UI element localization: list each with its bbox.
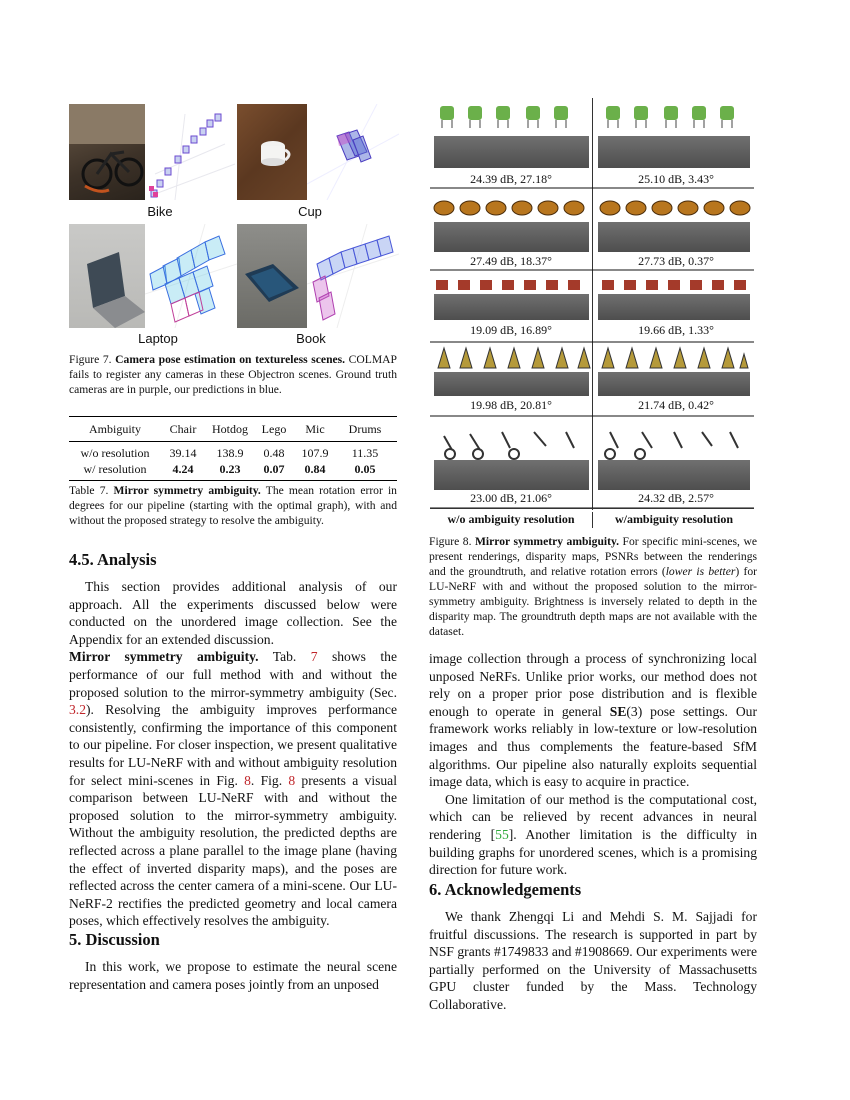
disparity-map: [598, 460, 750, 490]
disparity-map: [598, 136, 750, 168]
figure-7-label-cup: Cup: [298, 204, 322, 219]
para-2-title: Mirror symmetry ambiguity.: [69, 649, 259, 665]
section-5-para-1-right: [429, 650, 757, 791]
bike-photo: [69, 104, 145, 200]
disparity-map: [434, 294, 589, 320]
section-5-body-right: [429, 650, 757, 879]
figure-ref-link[interactable]: 8: [288, 772, 296, 788]
disparity-map: [434, 460, 589, 490]
table-row: [69, 442, 397, 461]
laptop-camera-plot: [145, 224, 237, 328]
citation-link[interactable]: 55: [495, 826, 509, 842]
table-header-ambiguity: Ambiguity: [88, 422, 141, 436]
cup-camera-plot: [307, 104, 399, 200]
fig8-col-right-label: w/ambiguity resolution: [614, 512, 734, 526]
para-2-text: presents a visual comparison between LU-NeRF with and without the proposed solution to the mirror-symmetry ambiguity. Without the ambiguity resolution, the predicted depths are reflected across a plane parallel to the image plane (having the effect of inverted disparity maps), and the poses are reflected across the center camera of a mini-scene. Our LU-NeRF-2 rectifies the predicted geometry and local camera poses, which effectively resolves the ambiguity.: [69, 772, 397, 929]
figure-8-caption-title: Mirror symmetry ambiguity.: [474, 535, 620, 548]
drums-renderings: [438, 348, 748, 368]
cup-photo: [237, 104, 307, 200]
para-2-text: shows the performance of our full method with and without the proposed solution to the mirror-symmetry ambiguity (Sec.: [69, 649, 397, 700]
section-ref-link[interactable]: 3.2: [69, 702, 86, 718]
figure-7-caption-prefix: Figure 7.: [69, 353, 112, 366]
figure-7-caption-title: Camera pose estimation on textureless scenes.: [115, 353, 346, 366]
se3-symbol: SE: [609, 703, 627, 719]
disparity-map: [598, 372, 750, 396]
section-5-body-left: [69, 958, 397, 993]
fig8-row3-right-metrics: 19.66 dB, 1.33°: [638, 323, 714, 337]
table-cell: 0.07: [263, 462, 285, 476]
section-4-5-para-1: This section provides additional analysis of our approach. All the experiments discussed below were conducted on the unordered image collection. See the Appendix for an extended discussion.: [69, 579, 397, 647]
table-cell: 107.9: [301, 446, 329, 460]
figure-8-caption: [429, 534, 757, 639]
table-cell: 0.23: [219, 462, 241, 476]
figure-8-caption-body: ) for LU-NeRF with and without the proposed solution to the mirror-symmetry ambiguity. Brightness is inversely related to depth in the disparity map. The groundtruth depth maps are not available with the dataset.: [429, 565, 757, 638]
table-row: [69, 461, 397, 480]
table-7: [69, 416, 397, 528]
section-5-para-1-left: In this work, we propose to estimate the neural scene representation and camera poses jointly from an unposed: [69, 959, 397, 992]
fig8-row2-left-metrics: 27.49 dB, 18.37°: [470, 254, 552, 268]
para-text: One limitation of our method is the computational cost, which can be relieved by recent advances in neural rendering [: [429, 791, 757, 842]
disparity-map: [598, 294, 750, 320]
figure-8-caption-prefix: Figure 8.: [429, 535, 472, 548]
table-cell: 4.24: [172, 462, 194, 476]
fig8-row1-right-metrics: 25.10 dB, 3.43°: [638, 172, 714, 186]
cup-drawing: [237, 104, 307, 200]
figure-8-footer-rule: [430, 508, 754, 509]
figure-8-panels: [430, 96, 754, 508]
section-6-heading: 6. Acknowledgements: [429, 880, 582, 899]
book-photo: [237, 224, 307, 328]
para-2-text: Tab.: [258, 649, 311, 665]
table-header-hotdog: Hotdog: [212, 422, 248, 436]
section-6-body: [429, 908, 757, 1014]
table-ref-link[interactable]: 7: [310, 649, 318, 665]
figure-ref-link[interactable]: 8: [244, 772, 251, 788]
section-6-para: We thank Zhengqi Li and Mehdi S. M. Sajjadi for fruitful discussions. The research is supported in part by NSF grants #1749833 and #1908669. Our experiments were partially performed on the University of Massachusetts GPU cluster funded by the Mass. Technology Collaborative.: [429, 909, 757, 1012]
figure-7-label-laptop: Laptop: [138, 331, 178, 346]
table-cell: 0.05: [354, 462, 376, 476]
table-header-row: [69, 417, 397, 441]
figure-7-label-bike: Bike: [147, 204, 173, 219]
figure-7-caption: [69, 352, 397, 397]
fig8-row5-left-metrics: 23.00 dB, 21.06°: [470, 491, 552, 505]
fig8-row3-left-metrics: 19.09 dB, 16.89°: [470, 323, 552, 337]
figure-7-label-book: Book: [296, 331, 326, 346]
figure-8-caption-italic: lower is better: [665, 565, 736, 578]
book-camera-plot: [307, 224, 399, 328]
table-7-caption-prefix: Table 7.: [69, 484, 109, 497]
chair-renderings: [440, 106, 734, 128]
laptop-drawing: [69, 224, 145, 328]
table-7-caption-title: Mirror symmetry ambiguity.: [113, 484, 261, 497]
table-cell: w/ resolution: [83, 462, 147, 476]
table-header-mic: Mic: [305, 422, 325, 436]
lego-renderings: [436, 280, 746, 290]
fig8-col-left-label: w/o ambiguity resolution: [447, 512, 575, 526]
para-2-text: ). Resolving the ambiguity improves performance consistently, confirming the importance of this component to our pipeline. For closer inspection, we present qualitative results for LU-NeRF with and without ambiguity resolution for select mini-scenes in Fig.: [69, 702, 397, 788]
table-cell: 138.9: [216, 446, 244, 460]
fig8-row1-left-metrics: 24.39 dB, 27.18°: [470, 172, 552, 186]
disparity-map: [598, 222, 750, 252]
para-text: (3) pose settings. Our framework works reliably in low-texture or low-resolution images and thus complements the feature-based SfM algorithms. Our pipeline also naturally exploits sequential image data, which is easy to acquire in practice.: [429, 703, 758, 790]
disparity-map: [434, 222, 589, 252]
fig8-row2-right-metrics: 27.73 dB, 0.37°: [638, 254, 714, 268]
table-7-caption: [69, 483, 397, 528]
bike-drawing: [69, 104, 145, 200]
table-header-chair: Chair: [169, 422, 197, 436]
figure-8-caption-body: For specific mini-scenes, we present renderings, disparity maps, PSNRs between the renderings and the groundtruth, and relative rotation errors (: [429, 535, 757, 578]
disparity-map: [434, 372, 589, 396]
para-text: ]. Another limitation is the difficulty in building graphs for unordered scenes, which is a promising direction for future work.: [429, 826, 758, 878]
table-cell: 39.14: [169, 446, 197, 460]
section-4-5-body: [69, 578, 397, 930]
table-header-drums: Drums: [348, 422, 382, 436]
table-7-caption-body: The mean rotation error in degrees for our pipeline (starting with the optimal graph), with and without the proposed strategy to resolve the ambiguity.: [69, 484, 397, 527]
table-cell: 0.84: [304, 462, 326, 476]
bike-camera-plot: [145, 104, 237, 200]
fig8-row4-right-metrics: 21.74 dB, 0.42°: [638, 398, 714, 412]
mic-renderings: [444, 432, 738, 459]
section-5-heading: 5. Discussion: [69, 930, 160, 949]
fig8-row5-right-metrics: 24.32 dB, 2.57°: [638, 491, 714, 505]
table-cell: w/o resolution: [80, 446, 150, 460]
section-4-5-heading: 4.5. Analysis: [69, 550, 157, 569]
table-cell: 0.48: [263, 446, 285, 460]
para-2-text: . Fig.: [250, 772, 289, 788]
fig8-row4-left-metrics: 19.98 dB, 20.81°: [470, 398, 552, 412]
table-cell: 11.35: [351, 446, 379, 460]
laptop-photo: [69, 224, 145, 328]
figure-7-caption-body: COLMAP fails to register any cameras in these Objectron scenes. Ground truth cameras are in purple, our predictions in blue.: [69, 353, 397, 396]
disparity-map: [434, 136, 589, 168]
section-4-5-para-2: [69, 648, 397, 930]
hotdog-renderings: [434, 201, 750, 215]
para-text: image collection through a process of synchronizing local unposed NeRFs. Unlike prior works, our method does not rely on a proper prior pose distribution and is flexible enough to operate in general: [429, 651, 757, 719]
book-drawing: [237, 224, 307, 328]
table-header-lego: Lego: [261, 422, 287, 436]
section-5-para-2: [429, 791, 757, 879]
